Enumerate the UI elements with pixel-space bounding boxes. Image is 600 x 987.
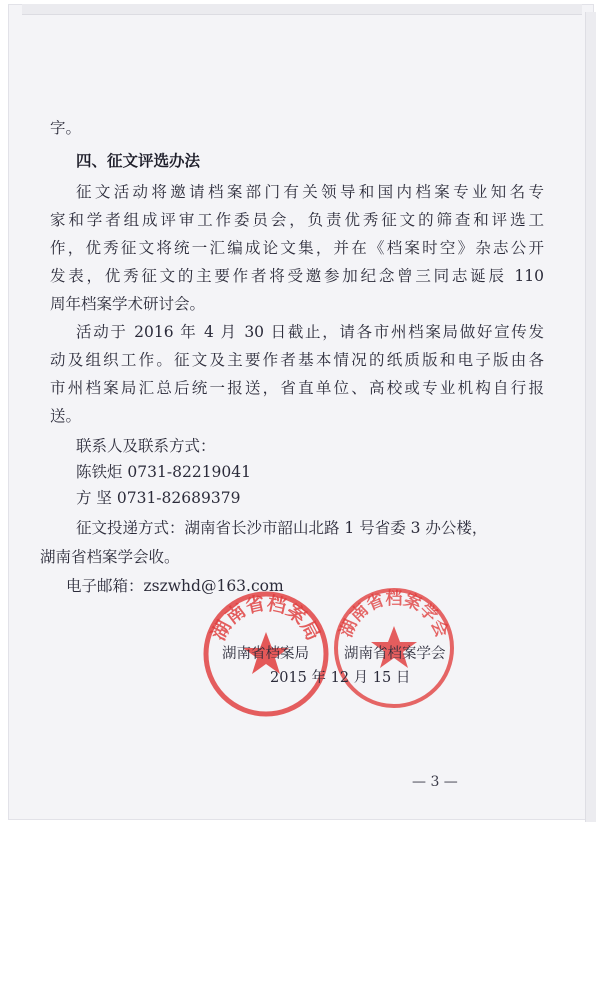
- paragraph-line: 发表，优秀征文的主要作者将受邀参加纪念曾三同志诞辰 110: [50, 267, 544, 285]
- svg-text:湖南省档案局: 湖南省档案局: [207, 592, 325, 645]
- signature-right: 湖南省档案学会: [344, 646, 446, 662]
- text-line-continuation: 字。: [50, 119, 82, 137]
- section-heading: 四、征文评选办法: [76, 152, 201, 170]
- paragraph-line: 征文活动将邀请档案部门有关领导和国内档案专业知名专: [76, 183, 544, 201]
- paragraph-line: 市州档案局汇总后统一报送，省直单位、高校或专业机构自行报: [50, 379, 544, 397]
- paper-side-edge: [585, 12, 596, 822]
- paper-fold-edge: [22, 4, 582, 15]
- contact-person-2: 方 坚 0731-82689379: [76, 489, 241, 507]
- email-line: 电子邮箱：zszwhd@163.com: [66, 577, 284, 595]
- document-page: [8, 4, 594, 820]
- paragraph-line: 动及组织工作。征文及主要作者基本情况的纸质版和电子版由各: [50, 351, 544, 369]
- paragraph-line: 周年档案学术研讨会。: [50, 295, 206, 313]
- paragraph-line: 家和学者组成评审工作委员会，负责优秀征文的筛查和评选工: [50, 211, 544, 229]
- contact-heading: 联系人及联系方式：: [76, 437, 216, 455]
- submission-address: 征文投递方式：湖南省长沙市韶山北路 1 号省委 3 办公楼，: [76, 519, 488, 537]
- signature-left: 湖南省档案局: [222, 646, 309, 662]
- paragraph-line: 送。: [50, 407, 82, 425]
- paragraph-line: 活动于 2016 年 4 月 30 日截止，请各市州档案局做好宣传发: [76, 323, 544, 341]
- page-number: — 3 —: [412, 774, 458, 790]
- submission-recipient: 湖南省档案学会收。: [40, 548, 180, 566]
- contact-person-1: 陈铁炬 0731-82219041: [76, 463, 252, 481]
- signature-date: 2015 年 12 月 15 日: [270, 670, 411, 686]
- svg-text:湖南省档案学会: 湖南省档案学会: [336, 589, 452, 641]
- paragraph-line: 作，优秀征文将统一汇编成论文集，并在《档案时空》杂志公开: [50, 239, 544, 257]
